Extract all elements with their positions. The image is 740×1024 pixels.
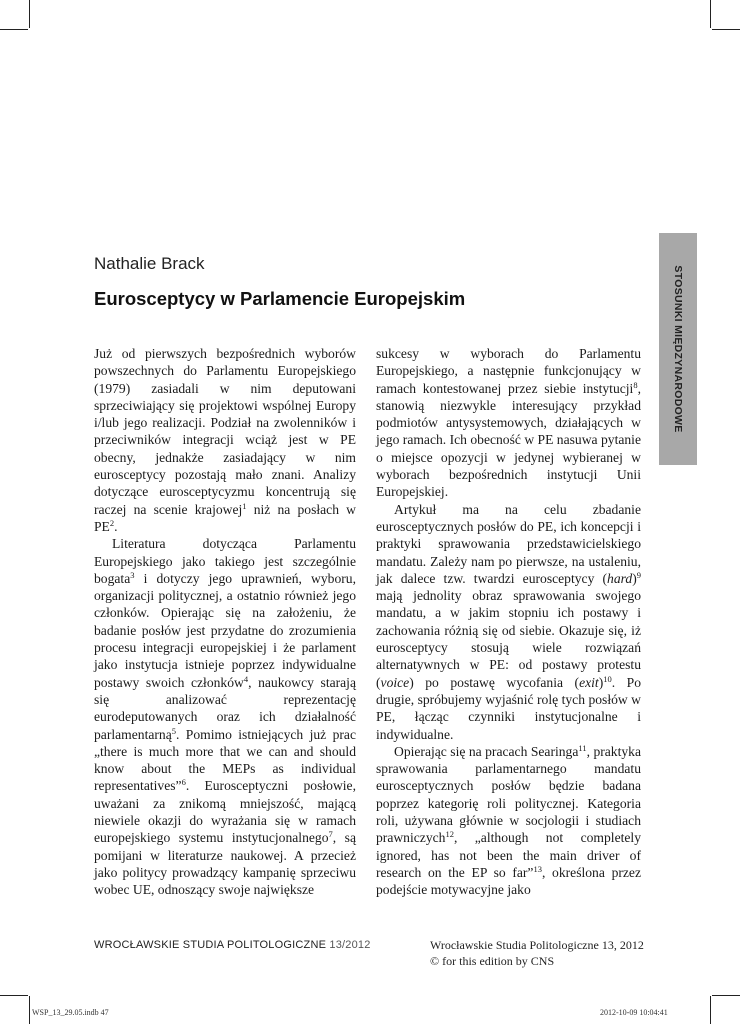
footnote-ref[interactable]: 9	[636, 569, 641, 580]
print-slug-file: WSP_13_29.05.indb 47	[32, 1008, 109, 1017]
crop-mark	[29, 996, 30, 1024]
print-slug-timestamp: 2012-10-09 10:04:41	[600, 1008, 668, 1017]
journal-issue: 13/2012	[329, 939, 371, 951]
crop-mark	[710, 0, 711, 28]
footnote-ref[interactable]: 1	[242, 500, 247, 511]
crop-mark	[712, 29, 740, 30]
crop-mark	[710, 996, 711, 1024]
article-author: Nathalie Brack	[94, 254, 205, 273]
paragraph: sukcesy w wyborach do Parlamentu Europejskiego, a następnie funkcjonujący w ramach kontestowanej przez siebie instytucji$^8$, stanowią niezwykle interesujący przykład podmiotów antysystemowych, działających w jego ramach. Ich obecność w PE nasuwa pytanie o miejsce opozycji w jedynej wybieranej w wyborach bezpośrednich instytucji Unii Europejskiej.	[376, 346, 641, 500]
footnote-ref[interactable]: 7	[328, 829, 333, 840]
section-label: STOSUNKI MIĘDZYNARODOWE	[672, 265, 684, 433]
paragraph: Już od pierwszych bezpośrednich wyborów powszechnych do Parlamentu Europejskiego (1979) zasiadali w nim deputowani sprzeciwiający się projektowi wspólnej Europy i/lub jego realizacji. Podział na zwolenników i przeciwników integracji wciąż jest w PE obecny, jednakże zasiadający w nim eurosceptycy pozostają mało znani. Analizy dotyczące eurosceptycyzmu koncentrują się raczej na scenie krajowej$^1$ niż na posłach w $PE^2$.	[94, 346, 356, 534]
crop-mark	[712, 995, 740, 996]
journal-name: WROCŁAWSKIE STUDIA POLITOLOGICZNE	[94, 939, 327, 951]
crop-mark	[0, 29, 28, 30]
footnote-ref[interactable]: 10	[603, 673, 612, 684]
journal-footer	[94, 939, 371, 951]
paragraph: Artykuł ma na celu zbadanie eurosceptycznych posłów do PE, ich koncepcji i praktyki sprawowania przedstawicielskiego mandatu. Zależy nam po pierwsze, na ustaleniu, jak dalece tzw. twardzi eurosceptycy (hard)$^9$ mają jednolity obraz sprawowania swojego mandatu, a w jakim stopniu ich postawy i zachowania różnią się od siebie. Okazuje się, iż eurosceptycy stosują wiele rozwiązań alternatywnych w PE: od postawy protestu (voice) po postawę wycofania (exit)$^{10}$. Po drugie, spróbujemy wyjaśnić rolę tych posłów w PE, łącząc czynniki instytucjonalne i indywidualne.	[376, 501, 642, 742]
footnote-ref[interactable]: 12	[445, 829, 454, 840]
text-column-right	[376, 345, 641, 899]
footnote-ref[interactable]: 3	[130, 569, 135, 580]
edition-note: Wrocławskie Studia Politologiczne 13, 2012 © for this edition by CNS	[430, 938, 644, 968]
footnote-ref[interactable]: 5	[171, 725, 176, 736]
footnote-ref[interactable]: 11	[578, 742, 587, 753]
crop-mark	[0, 995, 28, 996]
section-side-tab	[659, 233, 697, 465]
footnote-ref[interactable]: 6	[181, 777, 186, 788]
paragraph: Literatura dotycząca Parlamentu Europejskiego jako takiego jest szczególnie bogata$^3$ i dotyczy jego uprawnień, wyboru, organizacji politycznej, a ostatnio również jego członków. Opierając się na założeniu, że badanie posłów jest przydatne do zrozumienia procesu integracji europejskiej i że parlament jako instytucja istnieje poprzez indywidualne postawy swoich członków$^4$, naukowcy starają się analizować reprezentację eurodeputowanych oraz ich działalność parlamentarną$^5$. Pomimo istniejących już prac „there is much more that we can and should know about the MEPs as individual representatives”$^6$. Eurosceptyczni posłowie, uważani za znikomą mniejszość, mającą niewiele okazji do wyrażania się w ramach europejskiego systemu instytucjonalnego$^7$, są pomijani w literaturze naukowej. A przecież jako politycy prowadzący kampanię sprzeciwu wobec UE, odnoszący swoje największe	[94, 536, 356, 898]
footnote-ref[interactable]: 13	[533, 863, 542, 874]
crop-mark	[29, 0, 30, 28]
article-title: Eurosceptycy w Parlamencie Europejskim	[94, 288, 466, 309]
footnote-ref[interactable]: 4	[243, 673, 249, 684]
footnote-ref[interactable]: 8	[633, 379, 638, 390]
footnote-ref[interactable]: 2	[109, 517, 115, 528]
text-column-left	[94, 345, 356, 899]
paragraph: Opierając się na pracach Searinga$^{11}$, praktyka sprawowania parlamentarnego mandatu eurosceptycznych posłów będzie badana poprzez kategorię roli politycznej. Kategoria roli, używana głównie w socjologii i studiach prawniczych$^{12}$, „although not completely ignored, has not been the main driver of research on the EP so far”$^{13}$, określona przez podejście motywacyjne jako	[376, 742, 642, 898]
